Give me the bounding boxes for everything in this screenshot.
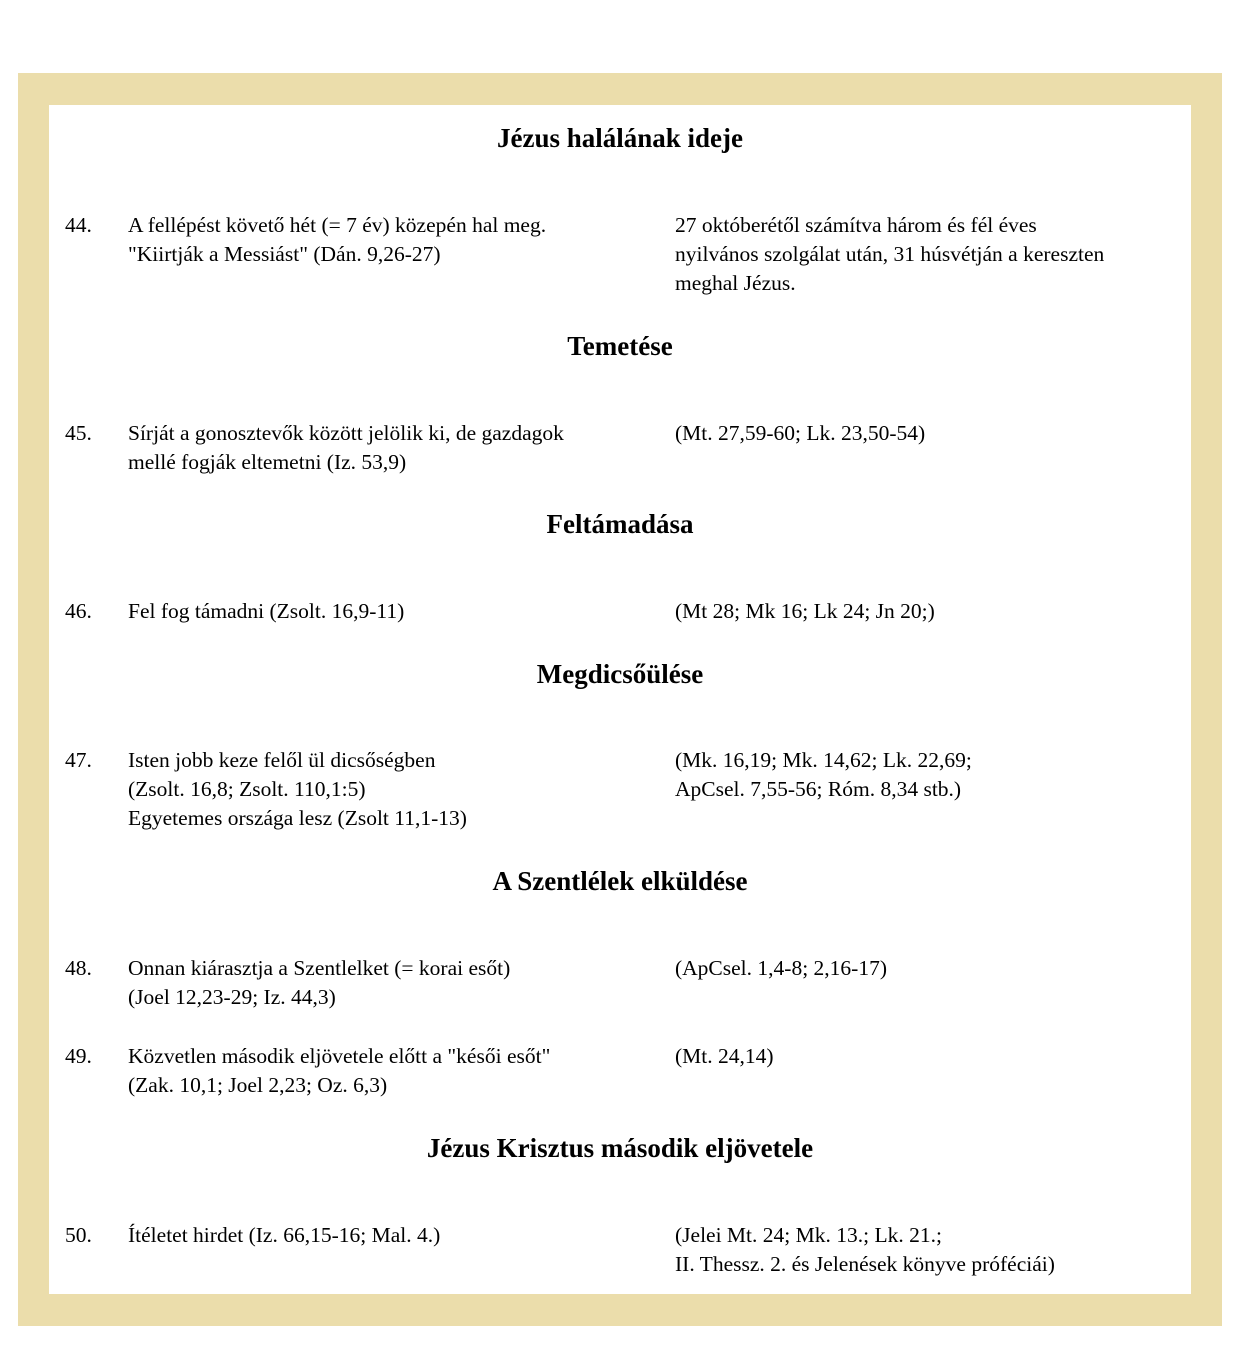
fulfillment-line: (Mt. 27,59-60; Lk. 23,50-54)	[675, 421, 926, 445]
entry-number: 50.	[65, 1223, 92, 1247]
fulfillment-line: 27 októberétől számítva három és fél éves	[675, 213, 1037, 237]
prophecy-line: Közvetlen második eljövetele előtt a "késői esőt"	[128, 1044, 551, 1068]
prophecy-text	[128, 1042, 658, 1100]
prophecy-line: (Zak. 10,1; Joel 2,23; Oz. 6,3)	[128, 1073, 388, 1097]
section-heading-second-coming: Jézus Krisztus második eljövetele	[426, 1133, 814, 1163]
prophecy-line: Egyetemes országa lesz (Zsolt 11,1-13)	[128, 806, 467, 830]
document-sheet	[49, 105, 1191, 1294]
fulfillment-line: (Mt. 24,14)	[675, 1044, 774, 1068]
fulfillment-line: nyilvános szolgálat után, 31 húsvétján a kereszten	[675, 242, 1105, 266]
prophecy-text	[128, 597, 658, 626]
prophecy-line: Fel fog támadni (Zsolt. 16,9-11)	[128, 599, 405, 623]
prophecy-text	[128, 419, 658, 477]
entry-number: 45.	[65, 421, 92, 445]
fulfillment-line: (Mt 28; Mk 16; Lk 24; Jn 20;)	[675, 599, 935, 623]
fulfillment-line: (Mk. 16,19; Mk. 14,62; Lk. 22,69;	[675, 748, 972, 772]
prophecy-text	[128, 746, 658, 833]
section-heading-death-time: Jézus halálának ideje	[496, 123, 744, 153]
entry-number: 46.	[65, 599, 92, 623]
fulfillment-text	[675, 954, 1185, 983]
prophecy-text	[128, 954, 658, 1012]
fulfillment-line: (Jelei Mt. 24; Mk. 13.; Lk. 21.;	[675, 1223, 942, 1247]
entry-number: 47.	[65, 748, 92, 772]
prophecy-line: Sírját a gonosztevők között jelölik ki, de gazdagok	[128, 421, 564, 445]
entry-number: 48.	[65, 956, 92, 980]
prophecy-line: Isten jobb keze felől ül dicsőségben	[128, 748, 436, 772]
prophecy-line: Ítéletet hirdet (Iz. 66,15-16; Mal. 4.)	[128, 1223, 441, 1247]
prophecy-text	[128, 211, 658, 269]
fulfillment-text	[675, 1221, 1185, 1279]
prophecy-line: (Zsolt. 16,8; Zsolt. 110,1:5)	[128, 777, 366, 801]
fulfillment-text	[675, 419, 1185, 448]
fulfillment-text	[675, 211, 1185, 298]
fulfillment-line: ApCsel. 7,55-56; Róm. 8,34 stb.)	[675, 777, 962, 801]
prophecy-line: "Kiirtják a Messiást" (Dán. 9,26-27)	[128, 242, 441, 266]
prophecy-line: Onnan kiárasztja a Szentlelket (= korai esőt)	[128, 956, 511, 980]
entry-number: 44.	[65, 213, 92, 237]
fulfillment-text	[675, 1042, 1185, 1071]
prophecy-line: (Joel 12,23-29; Iz. 44,3)	[128, 985, 336, 1009]
fulfillment-line: II. Thessz. 2. és Jelenések könyve próféciái)	[675, 1252, 1055, 1276]
prophecy-text	[128, 1221, 658, 1250]
prophecy-line: mellé fogják eltemetni (Iz. 53,9)	[128, 450, 407, 474]
section-heading-glorification: Megdicsőülése	[536, 659, 704, 689]
fulfillment-line: (ApCsel. 1,4-8; 2,16-17)	[675, 956, 887, 980]
section-heading-burial: Temetése	[567, 331, 673, 361]
fulfillment-text	[675, 597, 1185, 626]
fulfillment-text	[675, 746, 1185, 804]
prophecy-line: A fellépést követő hét (= 7 év) közepén hal meg.	[128, 213, 547, 237]
section-heading-holy-spirit: A Szentlélek elküldése	[492, 866, 748, 896]
section-heading-resurrection: Feltámadása	[546, 509, 694, 539]
entry-number: 49.	[65, 1044, 92, 1068]
fulfillment-line: meghal Jézus.	[675, 271, 796, 295]
